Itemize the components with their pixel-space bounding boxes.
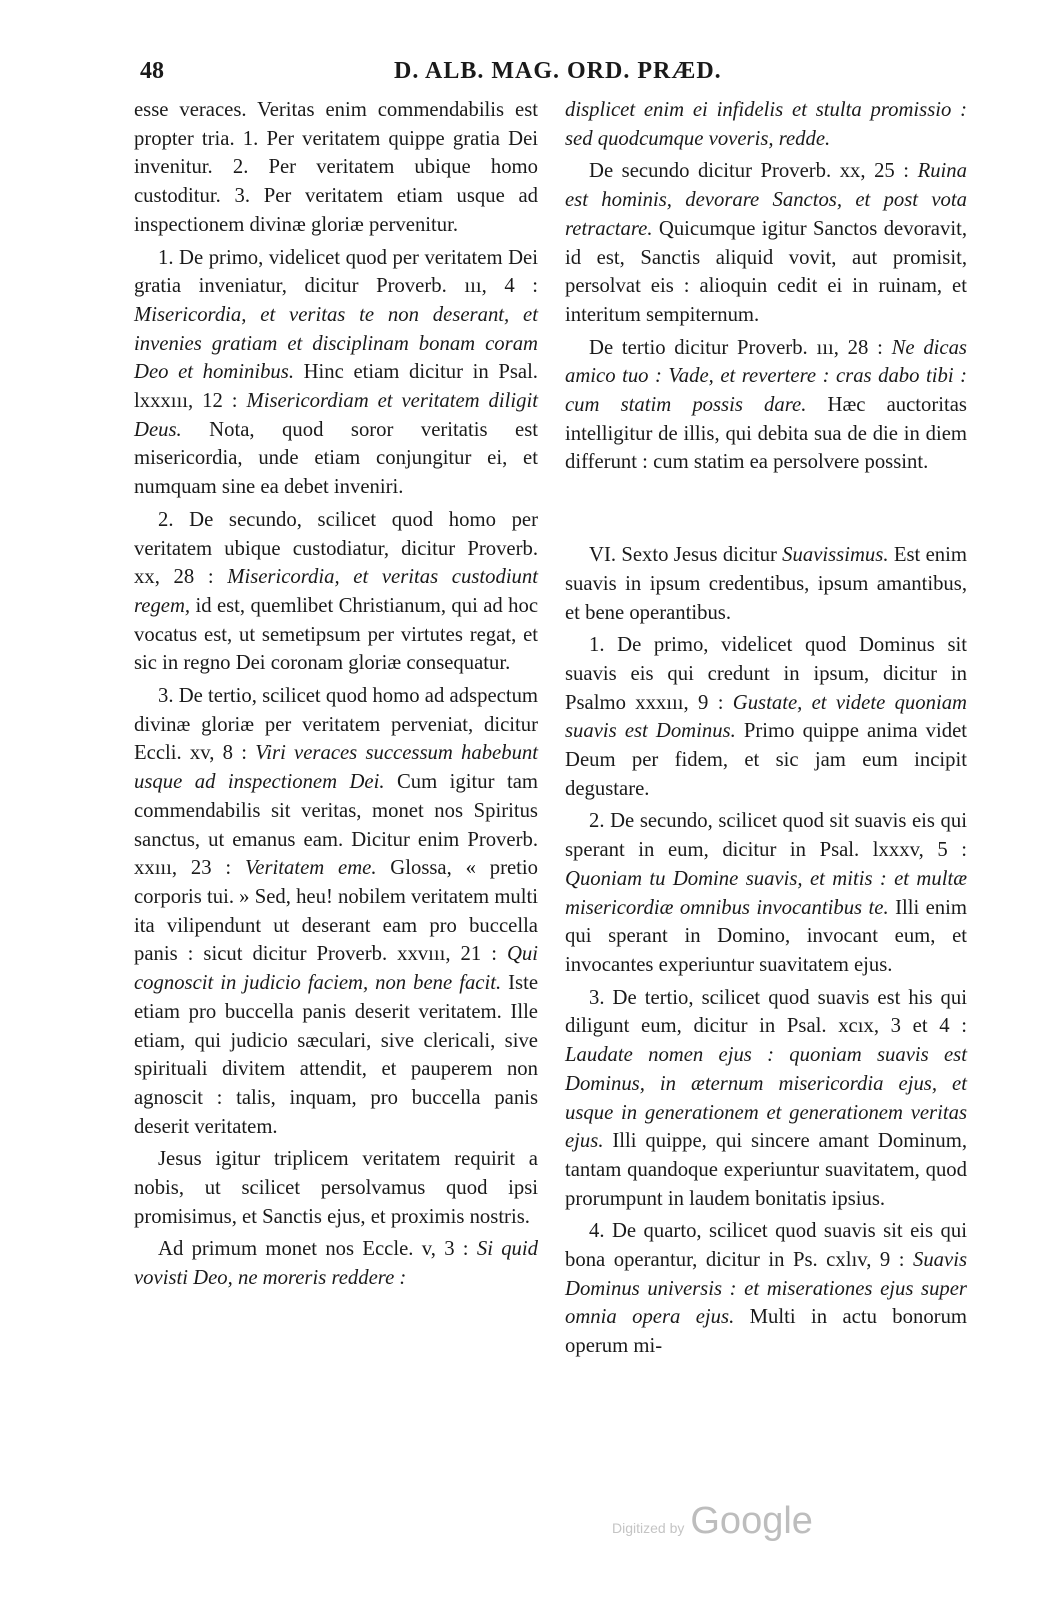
italic-quotation: Gustate, et videte quoniam suavis est Dominus.: [565, 691, 967, 743]
italic-quotation: Qui cognoscit in judicio faciem, non bene facit.: [134, 943, 538, 995]
paragraph: [134, 1235, 538, 1292]
text-run: Jesus igitur triplicem veritatem requirit a nobis, ut scilicet persolvamus quod ipsi promisimus, et Sanctis ejus, et proximis nostris.: [134, 1148, 538, 1228]
running-head: D. ALB. MAG. ORD. PRÆD.: [394, 58, 722, 84]
text-run: 2. De secundo, scilicet quod sit suavis eis qui sperant in eum, dicitur in Psal. lxxxv, 5 :: [565, 810, 967, 862]
text-run: De secundo dicitur Proverb. xx, 25 :: [589, 160, 918, 183]
text-run: Illi quippe, qui sincere amant Dominum, tantam quandoque experiuntur suavitatem, quod prorumpunt in laudem bonitatis ipsius.: [565, 1130, 967, 1210]
paragraph: [134, 1145, 538, 1231]
italic-quotation: Misericordia, et veritas custodiunt regem,: [134, 566, 538, 617]
italic-quotation: Suavis Dominus universis : et miserationes ejus super omnia opera ejus.: [565, 1249, 967, 1329]
text-run: De tertio dicitur Proverb. ııı, 28 :: [589, 336, 892, 359]
italic-quotation: Quoniam tu Domine suavis, et mitis : et multæ misericordiæ omnibus invocantibus te.: [565, 867, 967, 919]
text-run: Ad primum monet nos Eccle. v, 3 :: [158, 1238, 477, 1261]
text-run: Glossa, « pretio corporis tui. » Sed, heu! nobilem veritatem multi ita vilipendunt ut deserant eam pro buccella panis : sicut dicitur Proverb. xxvııı, 21 :: [134, 857, 538, 966]
text-run: Multi in actu bonorum operum mi-: [565, 1306, 967, 1358]
italic-quotation: Misericordia, et veritas te non deserant, et invenies gratiam et disciplinam bonam coram Deo et hominibus.: [134, 303, 538, 384]
right-column: [565, 96, 967, 1365]
text-run: Illi enim qui sperant in Domino, invocant eum, et invocantes experiuntur suavitatem ejus.: [565, 896, 967, 976]
paragraph: [134, 244, 538, 502]
italic-quotation: Misericordiam et veritatem diligit Deus.: [134, 390, 538, 441]
page-number: 48: [140, 58, 164, 84]
paragraph: [134, 682, 538, 1141]
italic-quotation: displicet enim ei infidelis et stulta promissio : sed quodcumque voveris, redde.: [565, 99, 967, 150]
italic-quotation: Viri veraces successum habebunt usque ad inspectionem Dei.: [134, 742, 539, 794]
text-run: Nota, quod soror veritatis est misericordia, unde etiam conjungitur ei, et numquam sine ea debet inveniri.: [134, 418, 538, 499]
digitization-watermark: [612, 1500, 813, 1543]
text-run: id est, quemlibet Christianum, qui ad hoc vocatus est, ut semetipsum per virtutes regat, et sic in regno Dei coronam gloriæ consequatur.: [134, 594, 538, 675]
italic-quotation: Suavissimus.: [782, 544, 889, 567]
paragraph: [565, 631, 967, 803]
text-run: 2. De secundo, scilicet quod homo per veritatem ubique custodiatur, dicitur Proverb. xx, 28 :: [134, 508, 538, 589]
italic-quotation: Ne dicas amico tuo : Vade, et revertere : cras dabo tibi : cum statim possis dare.: [565, 336, 967, 417]
digitized-by-label: Digitized by: [612, 1520, 685, 1536]
italic-quotation: Ruina est hominis, devorare Sanctos, et post vota retractare.: [565, 160, 967, 240]
text-run: 4. De quarto, scilicet quod suavis sit eis qui bona operantur, dicitur in Ps. cxlıv, 9 :: [565, 1220, 967, 1272]
paragraph: [565, 1217, 967, 1361]
italic-quotation: Si quid vovisti Deo, ne moreris reddere :: [134, 1238, 538, 1290]
text-run: Primo quippe anima videt Deum per fidem, et sic jam eum incipit degustare.: [565, 720, 967, 800]
italic-quotation: Laudate nomen ejus : quoniam suavis est Dominus, in æternum misericordia ejus, et usque in generationem et generationem veritas ejus.: [565, 1044, 967, 1153]
italic-quotation: Veritatem eme.: [244, 857, 377, 880]
text-run: VI. Sexto Jesus dicitur: [589, 544, 783, 567]
text-run: Iste etiam pro buccella panis deserit veritatem. Ille etiam, qui judicio sæculari, sive clericali, sive spirituali divitem attendit, et pauperem non agnoscit : talis, inquam, pro buccella panis deserit veritatem.: [134, 972, 539, 1138]
paragraph: [565, 96, 967, 153]
paragraph: [134, 506, 538, 678]
paragraph: [565, 984, 967, 1214]
text-run: 3. De tertio, scilicet quod homo ad adspectum divinæ gloriæ per veritatem perveniat, dicitur Eccli. xv, 8 :: [134, 685, 538, 765]
left-column: [134, 96, 538, 1297]
text-run: 1. De primo, videlicet quod Dominus sit suavis eis qui credunt in ipsum, dicitur in Psalmo xxxııı, 9 :: [565, 634, 967, 714]
text-run: 1. De primo, videlicet quod per veritatem Dei gratia inveniatur, dicitur Proverb. ııı, 4 :: [134, 246, 538, 298]
paragraph: [565, 157, 967, 329]
section-heading-paragraph: [565, 541, 967, 627]
text-run: 3. De tertio, scilicet quod suavis est his qui diligunt eum, dicitur in Psal. xcıx, 3 et 4 :: [565, 986, 967, 1038]
text-run: Hæc auctoritas intelligitur de illis, qui debita sua de die in diem differunt : cum statim ea persolvere possint.: [565, 394, 967, 474]
text-run: Cum igitur tam commendabilis sit veritas, monet nos Spiritus sanctus, ut emanus eam. Dicitur enim Proverb. xxııı, 23 :: [134, 771, 538, 880]
paragraph: [565, 807, 967, 979]
text-run: esse veraces. Veritas enim commendabilis est propter tria. 1. Per veritatem quippe gratia Dei invenitur. 2. Per veritatem ubique homo custoditur. 3. Per veritatem etiam usque ad inspectionem divinæ gloriæ pervenitur.: [134, 99, 538, 236]
paragraph: [565, 334, 967, 478]
text-run: Est enim suavis in ipsum credentibus, ipsum amantibus, et bene operantibus.: [565, 544, 967, 624]
paragraph: [134, 96, 538, 240]
google-logo: Google: [690, 1500, 813, 1542]
text-run: Hinc etiam dicitur in Psal. lxxxııı, 12 :: [134, 361, 538, 413]
text-run: Quicumque igitur Sanctos devoravit, id est, Sanctis aliquid vovit, aut promisit, persolvat eis : alioquin cedit ei in ruinam, et interitum sempiternum.: [565, 217, 967, 326]
